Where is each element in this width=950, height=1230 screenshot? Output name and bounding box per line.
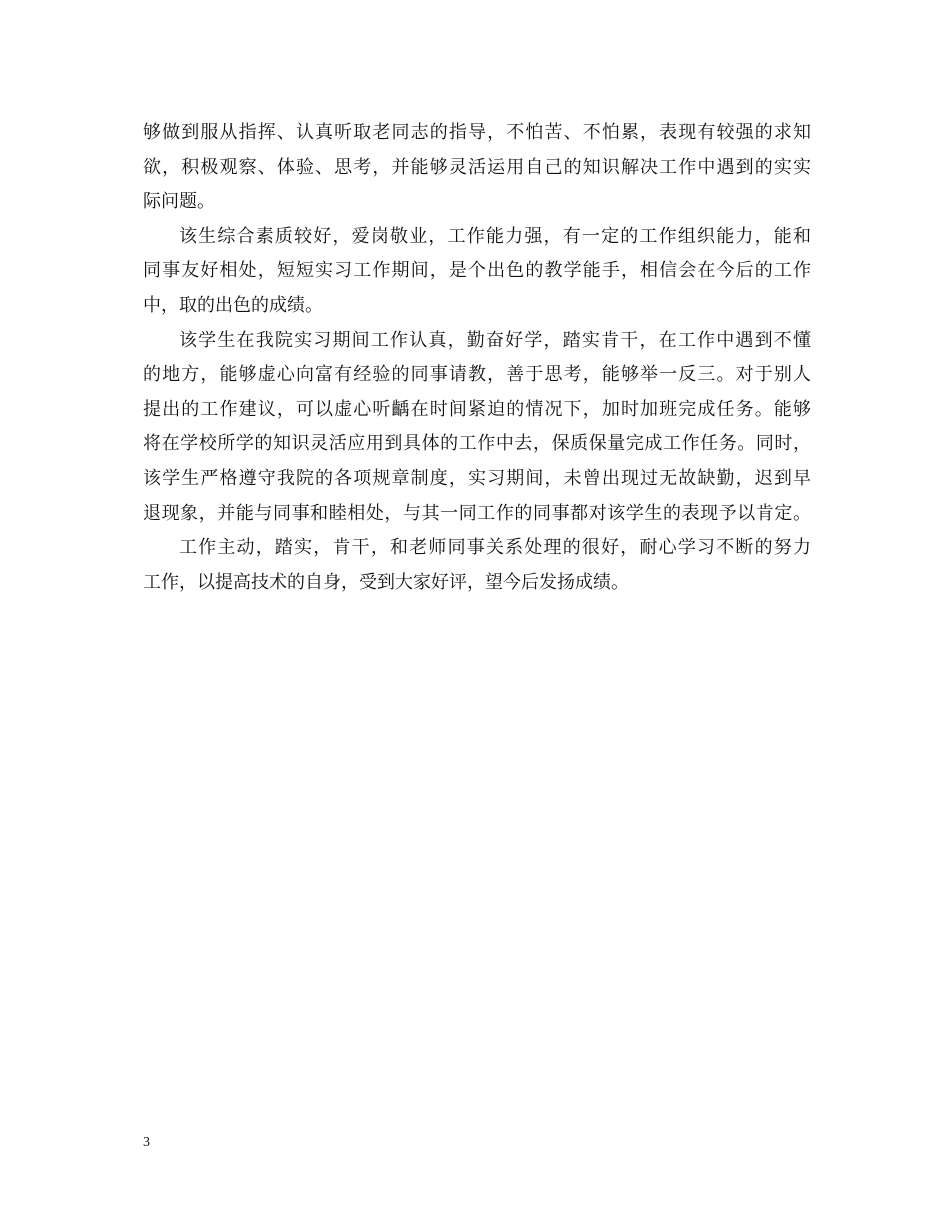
text-line: 际问题。 <box>143 191 215 213</box>
text-line: 退现象，并能与同事和睦相处，与其一同工作的同事都对该学生的表现予以肯定。 <box>143 502 811 524</box>
text-line: 中，取的出色的成绩。 <box>143 294 323 316</box>
paragraph-first-line: 该生综合素质较好，爱岗敬业，工作能力强，有一定的工作组织能力，能和 <box>179 225 811 247</box>
text-line: 工作，以提高技术的自身，受到大家好评，望今后发扬成绩。 <box>143 571 629 593</box>
text-line: 同事友好相处，短短实习工作期间，是个出色的教学能手，相信会在今后的工作 <box>143 260 811 282</box>
paragraph-first-line: 工作主动，踏实，肯干，和老师同事关系处理的很好，耐心学习不断的努力 <box>179 537 811 559</box>
body-text <box>143 116 811 600</box>
text-line: 够做到服从指挥、认真听取老同志的指导，不怕苦、不怕累，表现有较强的求知 <box>143 122 811 143</box>
text-line: 该学生严格遵守我院的各项规章制度，实习期间，未曾出现过无故缺勤，迟到早 <box>143 467 811 489</box>
text-line: 欲，积极观察、体验、思考，并能够灵活运用自己的知识解决工作中遇到的实实 <box>143 156 811 178</box>
paragraph-first-line: 该学生在我院实习期间工作认真，勤奋好学，踏实肯干，在工作中遇到不懂 <box>179 329 811 351</box>
page-number: 3 <box>143 1135 150 1150</box>
text-line: 将在学校所学的知识灵活应用到具体的工作中去，保质保量完成工作任务。同时， <box>143 433 811 455</box>
text-line: 提出的工作建议，可以虚心听齲在时间紧迫的情况下，加时加班完成任务。能够 <box>143 398 811 420</box>
text-line: 的地方，能够虚心向富有经验的同事请教，善于思考，能够举一反三。对于别人 <box>143 364 811 386</box>
